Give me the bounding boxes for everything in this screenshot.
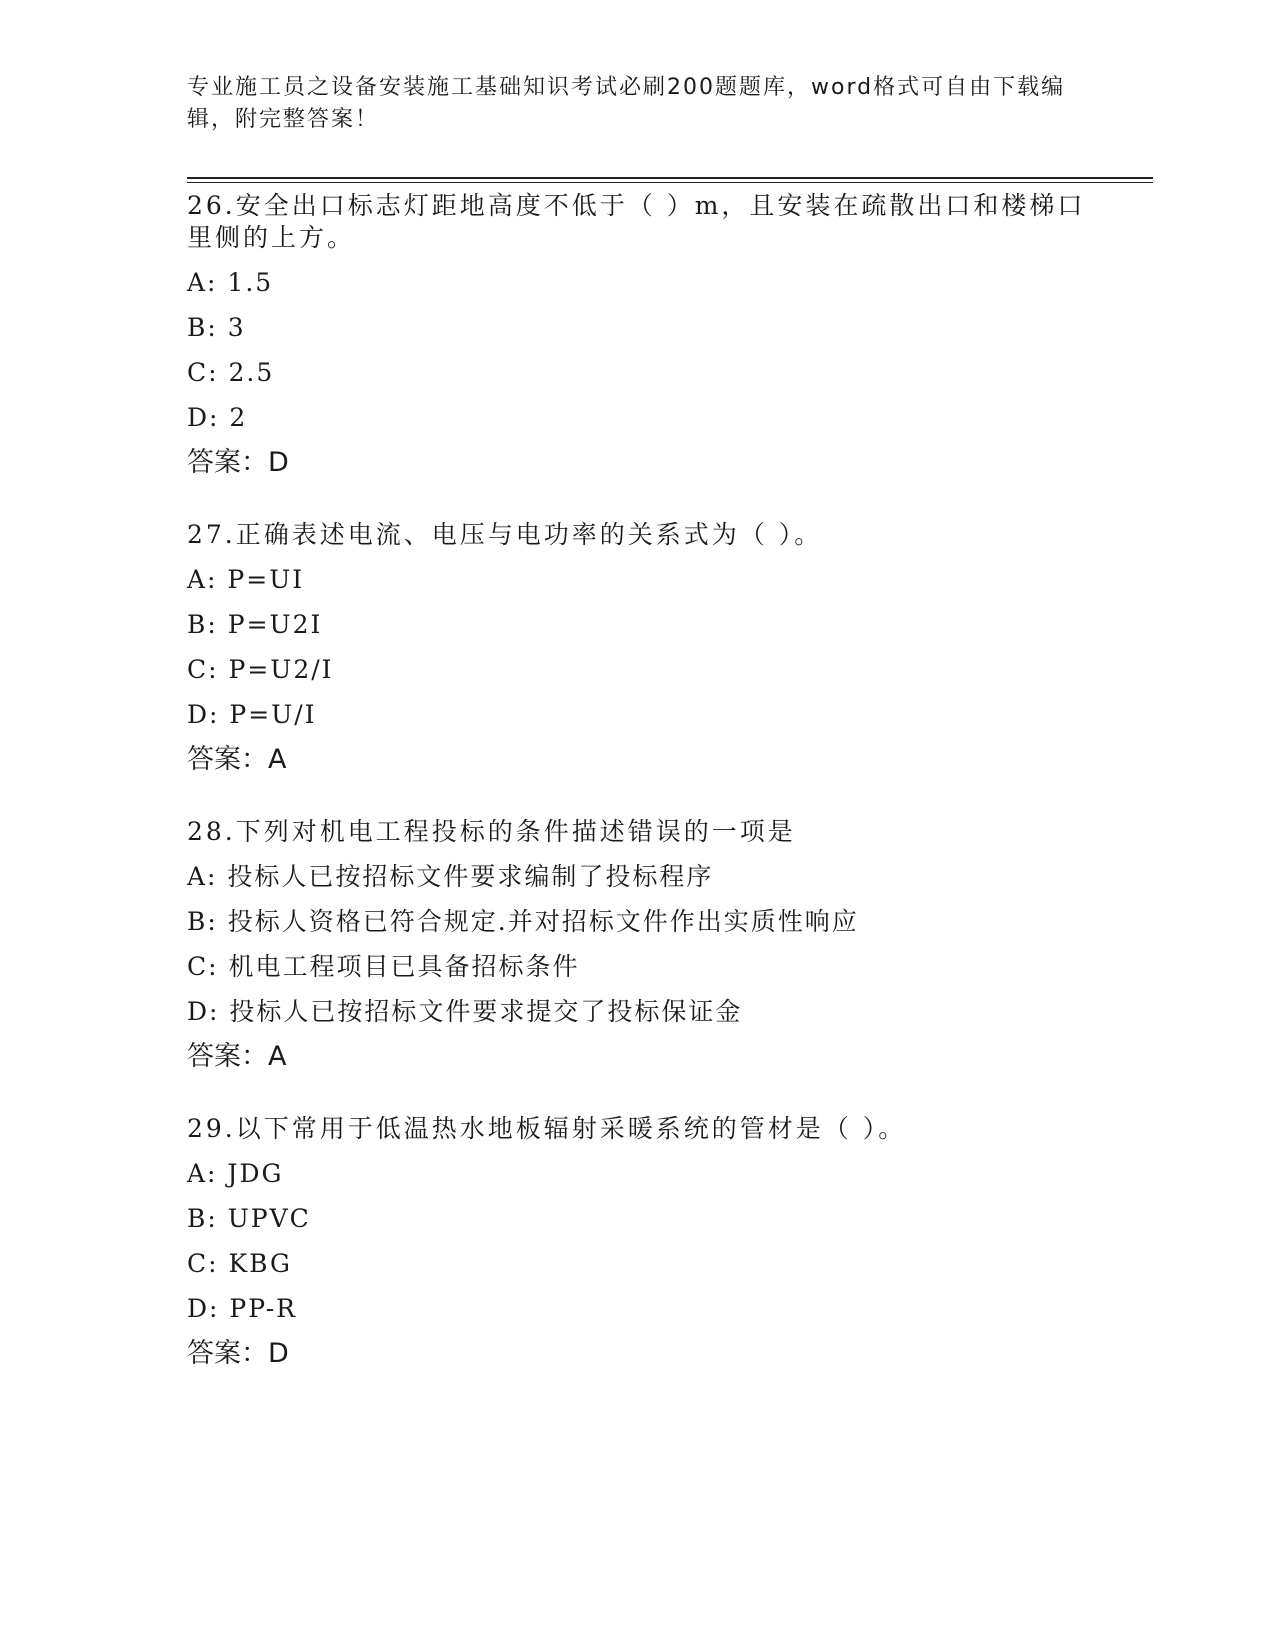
option-a: A: 1.5 <box>187 268 274 297</box>
question-29 <box>187 1113 1087 1370</box>
question-list <box>187 190 1087 1410</box>
option-b: B: UPVC <box>187 1204 311 1233</box>
question-stem: 28.下列对机电工程投标的条件描述错误的一项是 <box>187 817 796 846</box>
option-d: D: 2 <box>187 403 248 432</box>
header-divider-thick <box>187 177 1153 179</box>
option-d: D: PP-R <box>187 1294 297 1323</box>
answer-label: 答案：A <box>187 744 287 775</box>
document-header: 专业施工员之设备安装施工基础知识考试必刷200题题库，word格式可自由下载编辑，附完整答案！ <box>187 75 1066 132</box>
option-c: C: 2.5 <box>187 358 275 387</box>
question-27 <box>187 519 1087 776</box>
option-c: C: KBG <box>187 1249 292 1278</box>
option-a: A: P=UI <box>187 565 305 594</box>
question-stem: 27.正确表述电流、电压与电功率的关系式为（ ）。 <box>187 520 823 549</box>
answer-label: 答案：D <box>187 447 289 478</box>
option-b: B: 3 <box>187 313 246 342</box>
answer-label: 答案：A <box>187 1041 287 1072</box>
question-stem: 26.安全出口标志灯距地高度不低于（ ）m，且安装在疏散出口和楼梯口里侧的上方。 <box>187 191 1086 252</box>
option-b: B: P=U2I <box>187 610 323 639</box>
answer-label: 答案：D <box>187 1338 289 1369</box>
option-d: D: P=U/I <box>187 700 317 729</box>
question-26 <box>187 190 1087 479</box>
question-stem: 29.以下常用于低温热水地板辐射采暖系统的管材是（ ）。 <box>187 1114 907 1143</box>
option-a: A: JDG <box>187 1159 284 1188</box>
option-d: D: 投标人已按招标文件要求提交了投标保证金 <box>187 997 743 1026</box>
question-28 <box>187 816 1087 1073</box>
option-b: B: 投标人资格已符合规定.并对招标文件作出实质性响应 <box>187 907 859 936</box>
option-c: C: P=U2/I <box>187 655 334 684</box>
header-divider-thin <box>187 182 1153 183</box>
option-c: C: 机电工程项目已具备招标条件 <box>187 952 580 981</box>
option-a: A: 投标人已按招标文件要求编制了投标程序 <box>187 862 714 891</box>
